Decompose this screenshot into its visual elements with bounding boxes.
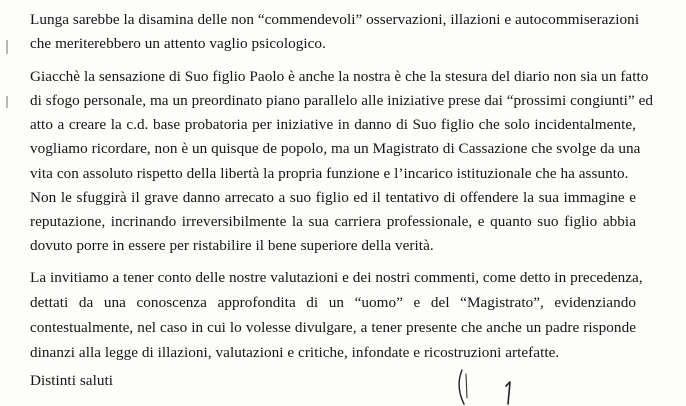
letter-line-6: vogliamo ricordare, non è un quisque de popolo, ma un Magistrato di Cassazione che svolge da una <box>30 140 641 157</box>
letter-line-2: che meriterebbero un attento vaglio psicologico. <box>30 35 326 52</box>
letter-line-10: dovuto porre in essere per ristabilire il bene superiore della verità. <box>30 237 434 254</box>
letter-line-4: di sfogo personale, ma un preordinato piano parallelo alle iniziative prese dai “prossimi congiunti” ed <box>30 92 654 109</box>
letter-line-1: Lunga sarebbe la disamina delle non “commendevoli” osservazioni, illazioni e autocommiserazioni <box>30 11 640 28</box>
handwritten-signature-mark <box>452 368 532 406</box>
letter-line-14: dinanzi alla legge di illazioni, valutazioni e critiche, infondate e ricostruzioni artefatte. <box>30 344 560 361</box>
margin-scan-mark <box>6 96 8 108</box>
letter-line-7: vita con assoluto rispetto della libertà la propria funzione e l’incarico istituzionale che ha assunto. <box>30 165 629 182</box>
letter-line-11: La invitiamo a tener conto delle nostre valutazioni e dei nostri commenti, come detto in precedenza, <box>30 269 643 286</box>
letter-line-3: Giacchè la sensazione di Suo figlio Paolo è anche la nostra è che la stesura del diario non sia un fatto <box>30 68 649 85</box>
margin-scan-mark <box>6 40 8 54</box>
letter-line-12: dettati da una conoscenza approfondita di un “uomo” e del “Magistrato”, evidenziando <box>30 294 636 311</box>
closing-salutation: Distinti saluti <box>30 372 114 389</box>
letter-line-8: Non le sfuggirà il grave danno arrecato a suo figlio ed il tentativo di offendere la sua immagine e <box>30 189 636 206</box>
letter-line-9: reputazione, incrinando irreversibilmente la sua carriera professionale, e quanto suo figlio abbia <box>30 213 636 230</box>
letter-line-13: contestualmente, nel caso in cui lo volesse divulgare, a tener presente che anche un padre risponde <box>30 319 636 336</box>
letter-line-5: atto a creare la c.d. base probatoria per iniziative in danno di Suo figlio che solo incidentalmente, <box>30 116 636 133</box>
